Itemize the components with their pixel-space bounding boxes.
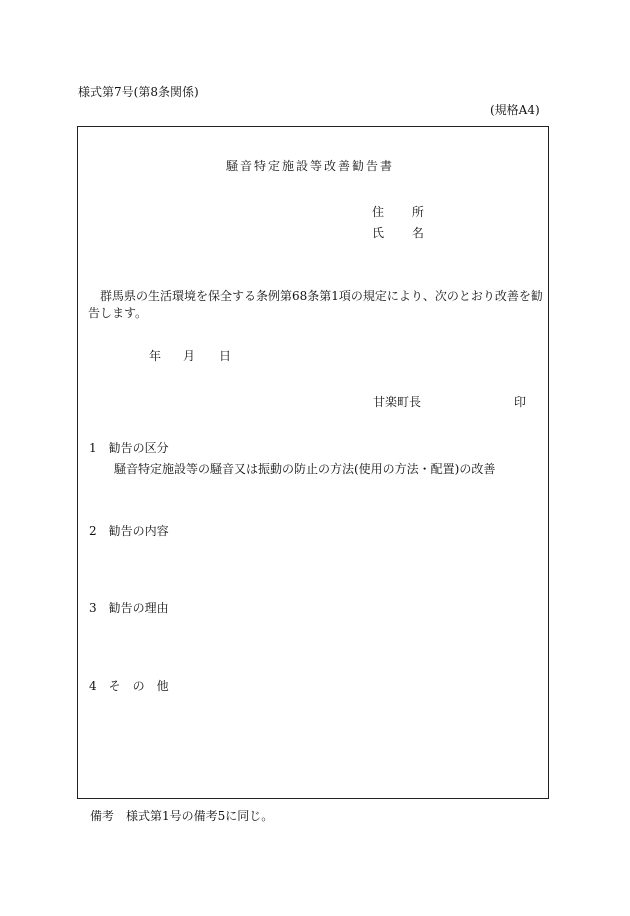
form-title: 騒音特定施設等改善勧告書 <box>226 159 395 173</box>
form-number: 様式第7号(第8条関係) <box>78 85 199 99</box>
section-2-label: 2 勧告の内容 <box>89 524 169 538</box>
section-1-content: 騒音特定施設等の騒音又は振動の防止の方法(使用の方法・配置)の改善 <box>114 462 496 476</box>
date-year-label: 年 <box>149 349 162 363</box>
name-label: 氏 名 <box>372 226 436 240</box>
advisory-body-text: 群馬県の生活環境を保全する条例第68条第1項の規定により、次のとおり改善を勧告します。 <box>88 289 543 320</box>
section-4-label: 4 そ の 他 <box>89 679 169 693</box>
paper-size-note: (規格A4) <box>490 103 540 117</box>
seal-mark: 印 <box>514 395 527 409</box>
section-1-label: 1 勧告の区分 <box>89 441 169 455</box>
address-label: 住 所 <box>372 205 436 219</box>
issuer-name: 甘楽町長 <box>373 395 422 409</box>
date-day-label: 日 <box>219 349 232 363</box>
date-month-label: 月 <box>183 349 196 363</box>
section-3-label: 3 勧告の理由 <box>89 601 169 615</box>
remarks-note: 備考 様式第1号の備考5に同じ。 <box>90 809 274 823</box>
